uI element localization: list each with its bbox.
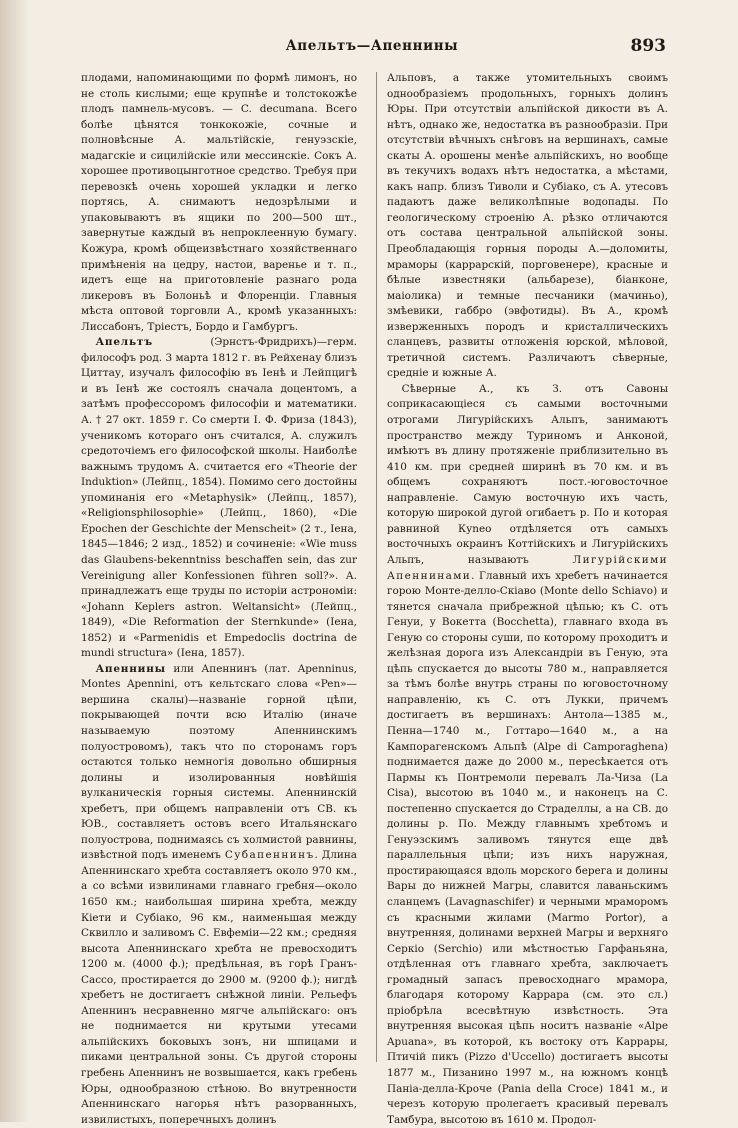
entry-head-apelt: Апельтъ bbox=[95, 336, 153, 349]
entry-body-apennines-a: или Апеннинъ (лат. Apenninus, Montes Apennini, отъ кельтскаго слова «Pen»—вершина скалы)—названіе горной цѣпи, покрывающей почти всю Италію (иначе называемую поэтому Апеннинскимъ полуостровомъ), такъ что по сторонамъ горъ остаются только немногія довольно обширныя долины и изолированныя новѣйшія вулканическія горныя системы. Апеннинскій хребетъ, при общемъ направленіи отъ СВ. къ ЮВ., составляетъ остовъ всего Итальянскаго полуострова, поднимаясь съ холмистой равнины, извѣстной подъ именемъ bbox=[81, 662, 357, 862]
entry-apennines bbox=[81, 662, 357, 1128]
left-column bbox=[81, 71, 357, 1128]
paragraph-citrus-continued: плодами, напоминающими по формѣ лимонъ, но не столь кислыми; еще крупнѣе и толстокожѣе плодъ памнель-мусовъ. — C. decumana. Всего болѣе цѣнятся тонкокожіе, сочные и полновѣсные А. мальтійскіе, генуэзскіе, мадагскіе и сицилійскіе или мессинскіе. Сокъ А. хорошее противоцынготное средство. Требуя при перевозкѣ очень хорошей укладки и легко портясь, А. снимаютъ недозрѣлыми и упаковываютъ въ ящики по 200—500 шт., завернутые каждый въ непроклеенную бумагу. Кожура, кромѣ общеизвѣстнаго хозяйственнаго примѣненія на цедру, настои, варенье и т. п., идетъ еще на приготовленіе разнаго рода ликеровъ въ Болоньѣ и Флоренціи. Главныя мѣста оптовой торговли А., кромѣ указанныхъ: Лиссабонъ, Тріестъ, Бордо и Гамбургъ. bbox=[81, 72, 357, 333]
page-number: 893 bbox=[630, 36, 666, 56]
page-gutter-shadow bbox=[0, 0, 30, 1122]
paragraph-apennines-geology: Альповъ, а также утомительныхъ своимъ однообразіемъ продольныхъ, горныхъ долинъ Юры. При отсутствіи альпійской дикости въ А. нѣтъ, однако же, недостатка въ разнообразіи. При отсутствіи вѣчныхъ снѣговъ на вершинахъ, самые скаты А. орошены менѣе альпійскихъ, но вообще въ текучихъ водахъ нѣтъ недостатка, а мѣстами, какъ напр. близъ Тиволи и Субіако, съ А. утесовъ падаютъ даже великолѣпные водопады. По геологическому строенію А. рѣзко отличаются отъ состава центральной альпійской зоны. Преобладающія горныя породы А.—доломиты, мраморы (каррарскій, порговенере), красные и бѣлые известняки (альбарезе), біанконе, маіолика) и темные песчаники (мачиньо), змѣевики, габбро (эвфотиды). Въ А., кромѣ изверженныхъ породъ и кристаллическихъ сланцевъ, развиты отложенія юрской, мѣловой, третичной системъ. Различаютъ сѣверные, средніе и южные А. bbox=[387, 72, 668, 380]
right-column bbox=[387, 71, 668, 1128]
northern-apennines-text-b: . Главный ихъ хребетъ начинается горою Монте-делло-Скіаво (Monte dello Schiavo) и тянется сначала прибрежной цѣпью; къ С. отъ Генуи, у Вокетта (Bocchetta), главнаго входа въ Геную со стороны суши, по которому проходитъ и желѣзная дорога изъ Александріи въ Геную, эта цѣпь спускается до высоты 780 м., направляется за тѣмъ болѣе внутрь страны по юговосточному направленію, къ С. отъ Лукки, причемъ достигаетъ въ вершинахъ: Антола—1385 м., Пенна—1740 м., Готтаро—1640 м., а на Кампорагенскомъ Альпѣ (Alpe di Camporaghena) поднимается даже до 2000 м., пересѣкается отъ Пармы къ Понтремоли перевалъ Ла-Чиза (La Cisa), высотою въ 1040 м., и наконецъ на С. постепенно спускается до Страделлы, а на СВ. до долины р. По. Между главнымъ хребтомъ и Генуэзскимъ заливомъ тянутся еще двѣ параллельныя цѣпи; изъ нихъ наружная, простирающаяся вдоль морского берега и долины Вары до нижней Магры, славится лаваньскимъ сланцемъ (Lavagnaschifer) и черными мраморомъ съ красными жилами (Marmo Portor), а внутренняя, долинами верхней Магры и верхняго Серкіо (Serchio) или мѣстностью Гарфаньяна, отдѣленная отъ главнаго хребта, заключаетъ громадный запасъ превосходнаго мрамора, благодаря которому Каррара (см. это сл.) пріобрѣла всесвѣтную извѣстность. Эта внутренняя высокая цѣпь носитъ названіе «Alpe Apuana», въ которой, къ востоку отъ Каррары, Птичій пикъ (Pizzo d'Uccello) достигаетъ высоты 1877 м., Пизанино 1997 м., на южномъ концѣ Паніа-делла-Кроче (Pania della Croce) 1841 м., и черезъ которую пролегаетъ красивый перевалъ Тамбура, высотою въ 1610 м. Продол- bbox=[387, 569, 668, 1126]
running-title: Апельтъ—Апеннины bbox=[285, 38, 459, 54]
entry-body-apelt: (Эрнстъ-Фридрихъ)—герм. философъ род. 3 марта 1812 г. въ Рейхенау близъ Циттау, изучалъ философію въ Іенѣ и Лейпцигѣ и въ Іенѣ же состоялъ сначала доцентомъ, а затѣмъ профессоромъ философіи и математики. А. † 27 окт. 1859 г. Со смерти І. Ф. Фриза (1843), ученикомъ котораго онъ считался, А. служилъ средоточіемъ его философской школы. Наиболѣе важнымъ трудомъ А. считается его «Theorie der Induktion» (Лейпц., 1854). Помимо сего достойны упоминанія его «Metaphysik» (Лейпц., 1857), «Religionsphilosophie» (Лейпц., 1860), «Die Epochen der Geschichte der Menscheit» (2 т., Іена, 1845—1846; 2 изд., 1852) и сочиненіе: «Wie muss das Glaubens-bekenntniss beschaffen sein, das zur Vereinigung aller Konfessionen führen soll?». А. принадлежатъ еще труды по исторіи астрономіи: «Johann Keplers astron. Weltansicht» (Лейпц., 1849), «Die Reformation der Sternkunde» (Іена, 1852) и «Parmenidis et Empedoclis doctrina de mundi structura» (Іена, 1857). bbox=[81, 336, 357, 660]
northern-apennines-text-a: Сѣверные А., къ З. отъ Савоны соприкасающіеся съ самыми восточными отрогами Лигурійскихъ Альпъ, занимаютъ пространство между Туриномъ и Анконой, имѣютъ въ длину протяженіе приблизительно въ 410 км. при средней ширинѣ въ 70 км. и въ общемъ сохраняютъ пост.-юговосточное направленіе. Самую восточную ихъ часть, которую широкой дугой огибаетъ р. По и которая равниной Куneo отдѣляется отъ самыхъ восточныхъ окраинъ Коттійскихъ и Лигурійскихъ Альпъ, называютъ bbox=[387, 382, 668, 566]
term-subapennines: Субапеннинъ bbox=[224, 849, 315, 862]
column-divider bbox=[376, 72, 377, 1062]
page-header bbox=[78, 38, 666, 60]
paragraph-northern-apennines bbox=[387, 382, 668, 1128]
entry-apelt bbox=[81, 335, 357, 661]
term-ligurian-apennines: Лигурійскими Апеннинами bbox=[387, 553, 668, 582]
entry-head-apennines: Апеннины bbox=[95, 662, 166, 675]
entry-body-apennines-b: . Длина Апеннинскаго хребта составляетъ около 970 км., а со всѣми извилинами главнаго гребня—около 1650 км.; наибольшая ширина хребта, между Кіети и Субіако, 96 км., наименьшая между Сквилло и заливомъ С. Евфеміи—22 км.; средняя высота Апеннинскаго хребта не превосходитъ 1200 м. (4000 ф.); предѣльная, въ горѣ Гранъ-Сассо, простирается до 2900 м. (9200 ф.); нигдѣ хребетъ не достигаетъ снѣжной линіи. Рельефъ Апеннинъ несравненно мягче альпійскаго: онъ не поднимается ни крутыми утесами альпійскихъ боковыхъ зонъ, ни шпицами и пиками центральной зоны. Съ другой стороны гребень Апеннинъ не возвышается, какъ гребень Юры, однообразною стѣною. Во внутренности Апеннинскаго нагорья нѣтъ разорванныхъ, извилистыхъ, поперечныхъ долинъ bbox=[81, 849, 357, 1126]
